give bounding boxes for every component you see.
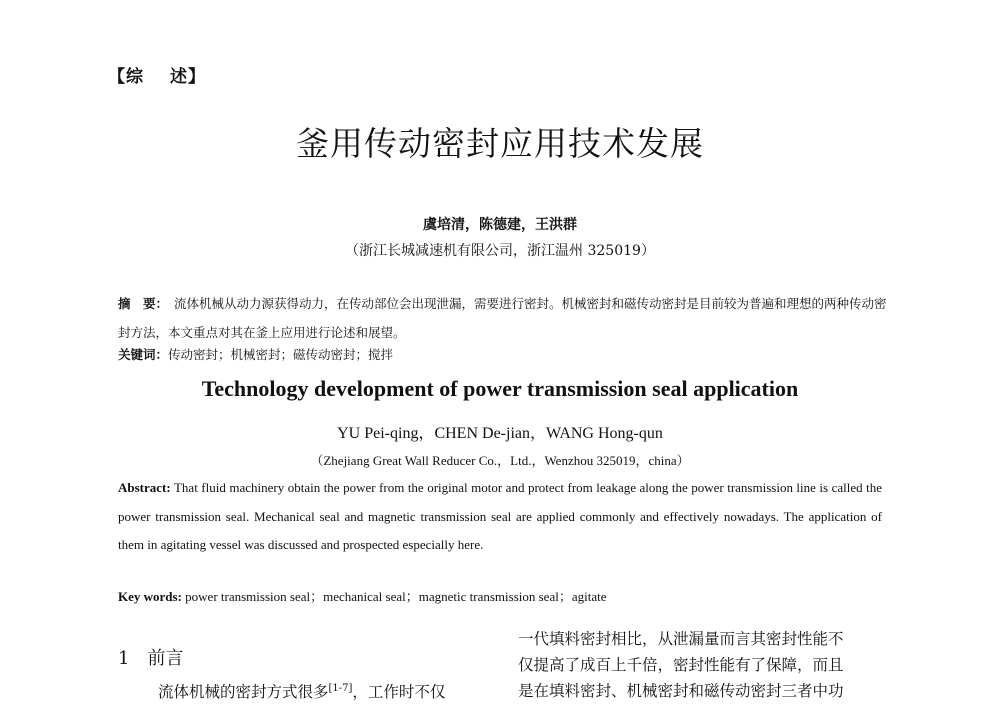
body-right-line-3: 是在填料密封、机械密封和磁传动密封三者中功 xyxy=(518,682,844,700)
keywords-cn-text: 传动密封；机械密封；磁传动密封；搅拌 xyxy=(168,347,394,362)
keywords-cn xyxy=(118,345,393,363)
citation-ref: [1-7] xyxy=(328,682,353,694)
paper-title-cn: 釜用传动密封应用技术发展 xyxy=(296,124,704,163)
keywords-en-label: Key words: xyxy=(118,589,182,604)
abstract-en-label: Abstract: xyxy=(118,480,171,495)
section-tag xyxy=(108,62,206,87)
body-right-line-1: 一代填料密封相比，从泄漏量而言其密封性能不 xyxy=(518,630,844,648)
abstract-cn xyxy=(118,289,888,347)
section-tag-open: 【综 xyxy=(108,67,144,87)
section-tag-close: 述】 xyxy=(170,67,206,87)
section-1-number: 1 xyxy=(118,648,130,669)
abstract-en xyxy=(118,474,882,560)
authors-cn: 虞培清，陈德建，王洪群 xyxy=(423,217,577,233)
abstract-cn-text: 流体机械从动力源获得动力，在传动部位会出现泄漏，需要进行密封。机械密封和磁传动密封是目前较为普遍和理想的两种传动密封方法，本文重点对其在釜上应用进行论述和展望。 xyxy=(118,296,887,340)
authors-en: YU Pei-qing，CHEN De-jian，WANG Hong-qun xyxy=(337,425,663,442)
section-1-title: 前言 xyxy=(147,648,184,669)
keywords-en xyxy=(118,586,606,605)
abstract-en-text: That fluid machinery obtain the power from the original motor and protect from leakage along the power transmission line is called the power transmission seal. Mechanical seal and magnetic transmission seal are applied commonly and effectively nowadays. The application of them in agitating vessel was discussed and prospected especially here. xyxy=(118,480,882,552)
abstract-cn-label: 摘 要： xyxy=(118,296,169,311)
body-left-text-2: ，工作时不仅 xyxy=(352,683,446,701)
paper-title-en: Technology development of power transmission seal application xyxy=(201,376,799,401)
body-left-column xyxy=(158,680,445,702)
body-right-line-2: 仅提高了成百上千倍，密封性能有了保障，而且 xyxy=(518,656,844,674)
body-right-column xyxy=(518,626,890,704)
keywords-cn-label: 关键词： xyxy=(118,347,169,362)
affiliation-cn: （浙江长城减速机有限公司，浙江温州 325019） xyxy=(345,243,655,259)
section-1-heading xyxy=(118,644,183,670)
affiliation-en: （Zhejiang Great Wall Reducer Co.，Ltd.，Wenzhou 325019，china） xyxy=(310,453,690,468)
body-left-text: 流体机械的密封方式很多 xyxy=(158,683,329,701)
keywords-en-text: power transmission seal；mechanical seal；magnetic transmission seal；agitate xyxy=(185,589,607,604)
